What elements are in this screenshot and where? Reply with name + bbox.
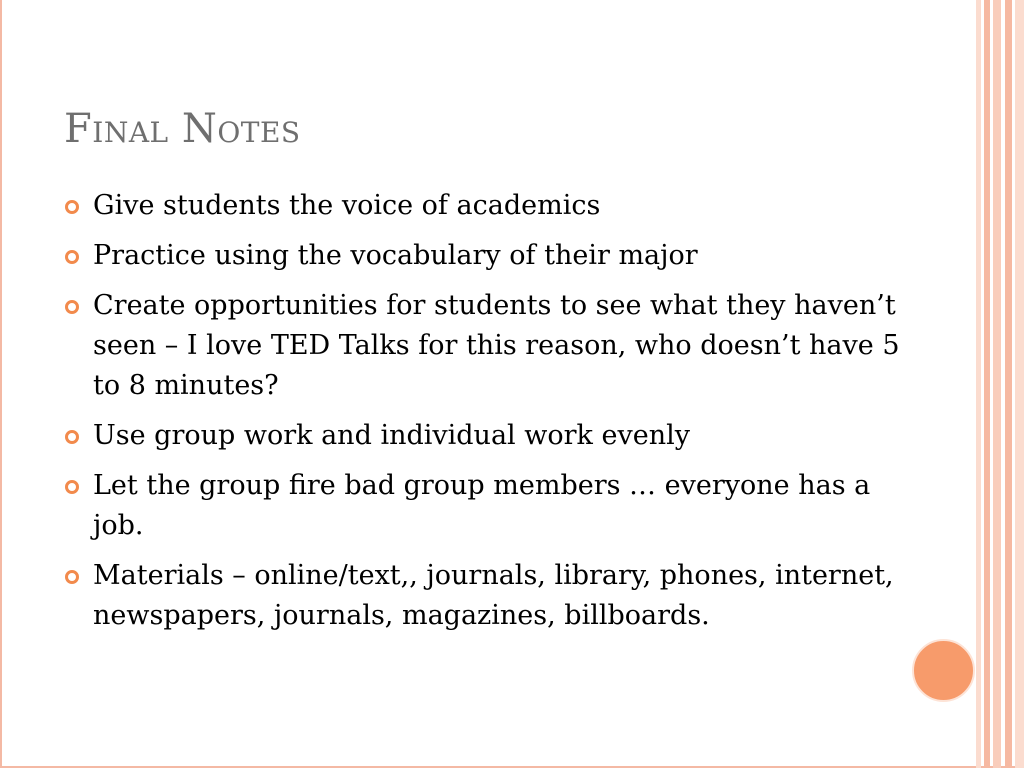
bullet-text: Use group work and individual work evenly xyxy=(93,420,690,451)
bullet-item xyxy=(63,556,913,636)
decorative-stripe xyxy=(993,0,1001,768)
bullet-ring-icon xyxy=(65,570,79,584)
bullet-ring-icon xyxy=(65,250,79,264)
decorative-stripe xyxy=(976,0,981,768)
bullet-ring-icon xyxy=(65,200,79,214)
bullet-item xyxy=(63,416,913,456)
bullet-ring-icon xyxy=(65,480,79,494)
decorative-stripe xyxy=(1015,0,1024,768)
bullet-ring-icon xyxy=(65,300,79,314)
bullet-list xyxy=(63,186,913,646)
decorative-stripe xyxy=(984,0,990,768)
bullet-text: Materials – online/text,, journals, library, phones, internet, newspapers, journals, magazines, billboards. xyxy=(93,560,894,631)
bullet-text: Let the group fire bad group members … everyone has a job. xyxy=(93,470,871,541)
bullet-item xyxy=(63,186,913,226)
bullet-item xyxy=(63,286,913,406)
bullet-item xyxy=(63,466,913,546)
frame-left-border xyxy=(0,0,2,768)
bullet-text: Create opportunities for students to see what they haven’t seen – I love TED Talks for this reason, who doesn’t have 5 to 8 minutes? xyxy=(93,290,900,401)
decorative-stripe xyxy=(1005,0,1012,768)
bullet-ring-icon xyxy=(65,430,79,444)
bullet-text: Practice using the vocabulary of their major xyxy=(93,240,698,271)
bullet-text: Give students the voice of academics xyxy=(93,190,601,221)
bullet-item xyxy=(63,236,913,276)
decorative-circle xyxy=(912,639,975,702)
slide-title: Final Notes xyxy=(64,106,301,152)
